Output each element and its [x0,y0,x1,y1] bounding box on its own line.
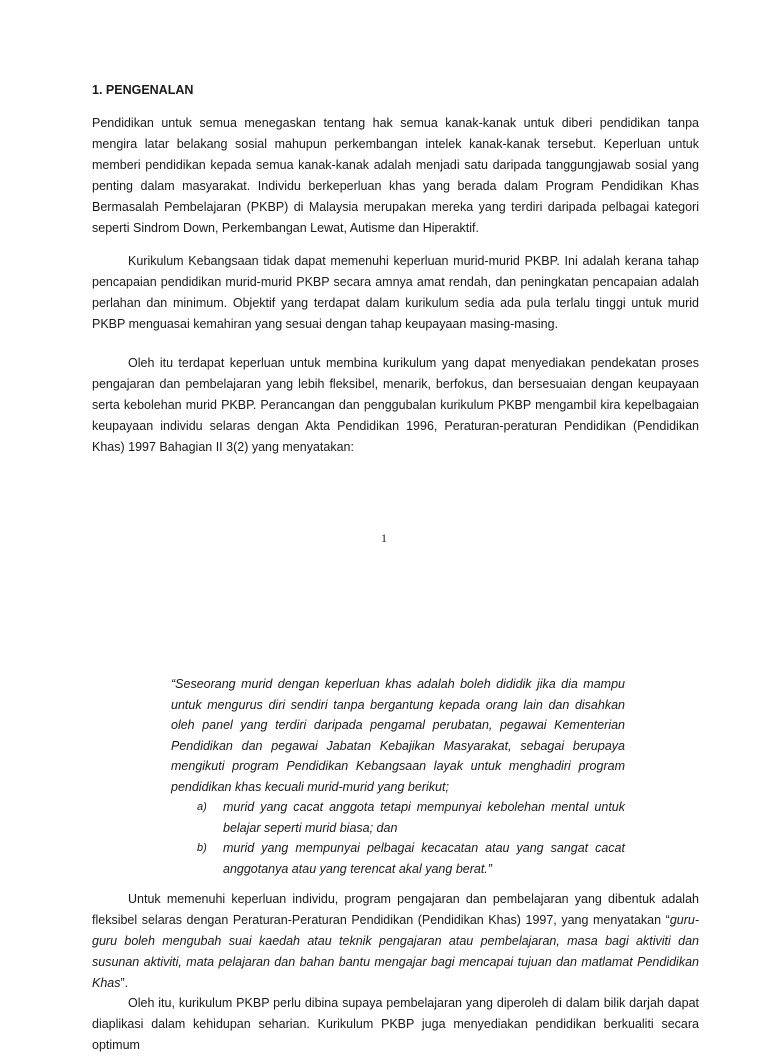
list-item [171,797,625,838]
list-item [171,838,625,879]
quote-exception-list [171,797,625,879]
list-item-text: murid yang cacat anggota tetapi mempunyai kebolehan mental untuk belajar seperti murid biasa; dan [223,800,625,835]
list-marker: b) [197,842,207,854]
quote-intro: “Seseorang murid dengan keperluan khas adalah boleh dididik jika dia mampu untuk mengurus diri sendiri tanpa bergantung kepada orang lain dan disahkan oleh panel yang terdiri daripada pengamal perubatan, pegawai Kementerian Pendidikan dan pegawai Jabatan Kebajikan Masyarakat, sebagai berupaya mengikuti program Pendidikan Kebangsaan layak untuk menghadiri program pendidikan khas kecuali murid-murid yang berikut; [171,677,625,794]
paragraph-introduction: Pendidikan untuk semua menegaskan tentang hak semua kanak-kanak untuk diberi pendidikan tanpa mengira latar belakang sosial mahupun perkembangan intelek kanak-kanak tersebut. Keperluan untuk memberi pendidikan kepada semua kanak-kanak adalah menjadi satu daripada tanggungjawab sosial yang penting dalam masyarakat. Individu berkeperluan khas yang berada dalam Program Pendidikan Khas Bermasalah Pembelajaran (PKBP) di Malaysia merupakan mereka yang terdiri daripada pelbagai kategori seperti Sindrom Down, Perkembangan Lewat, Autisme dan Hiperaktif. [92,116,699,235]
page-number: 1 [381,531,387,545]
paragraph-text: Untuk memenuhi keperluan individu, program pengajaran dan pembelajaran yang dibentuk adalah fleksibel selaras dengan Peraturan-Peraturan Pendidikan (Pendidikan Khas) 1997, yang menyatakan “ [92,892,699,927]
paragraph-curriculum-need: Oleh itu terdapat keperluan untuk membina kurikulum yang dapat menyediakan pendekatan proses pengajaran dan pembelajaran yang lebih fleksibel, menarik, berfokus, dan bersesuaian dengan keupayaan serta kebolehan murid PKBP. Perancangan dan penggubalan kurikulum PKBP mengambil kira kepelbagaian keupayaan individu selaras dengan Akta Pendidikan 1996, Peraturan-peraturan Pendidikan (Pendidikan Khas) 1997 Bahagian II 3(2) yang menyatakan: [92,356,699,454]
regulation-quote [171,674,625,879]
paragraph-national-curriculum: Kurikulum Kebangsaan tidak dapat memenuhi keperluan murid-murid PKBP. Ini adalah kerana tahap pencapaian pendidikan murid-murid PKBP secara amnya amat rendah, dan peningkatan pencapaian adalah perlahan dan minimum. Objektif yang terdapat dalam kurikulum sedia ada pula terlalu tinggi untuk murid PKBP menguasai kemahiran yang sesuai dengan tahap keupayaan masing-masing. [92,254,699,331]
list-marker: a) [197,801,207,813]
list-item-text: murid yang mempunyai pelbagai kecacatan atau yang sangat cacat anggotanya atau yang terencat akal yang berat.” [223,841,625,876]
paragraph-text-end: ”. [120,976,129,990]
paragraph-curriculum-application: Oleh itu, kurikulum PKBP perlu dibina supaya pembelajaran yang diperoleh di dalam bilik darjah dapat diaplikasi dalam kehidupan seharian. Kurikulum PKBP juga menyediakan pendidikan berkualiti secara optimum [92,996,699,1052]
paragraph-flexible-program [92,889,699,994]
quoted-regulation-text: guru-guru boleh mengubah suai kaedah atau teknik pengajaran atau pembelajaran, masa bagi aktiviti dan susunan aktiviti, mata pelajaran dan bahan bantu mengajar bagi mencapai tujuan dan matlamat Pendidikan Khas [92,913,699,990]
section-heading: 1. PENGENALAN [92,83,194,97]
